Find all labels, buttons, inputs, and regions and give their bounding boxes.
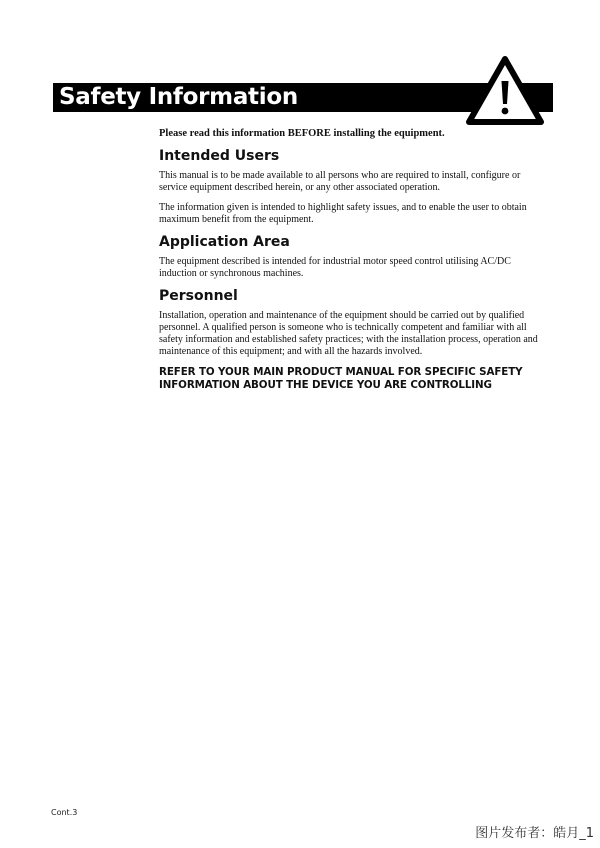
paragraph: Installation, operation and maintenance of the equipment should be carried out by qualified personnel. A qualified person is someone who is technically competent and familiar with all safety information and established safety practices; with the installation process, operation and maintenance of this equipment; and with all the hazards involved.	[159, 310, 538, 357]
section-application-area	[159, 234, 549, 280]
section-heading: Intended Users	[159, 148, 280, 164]
intro-text: Please read this information BEFORE installing the equipment.	[159, 128, 445, 139]
section-intended-users	[159, 148, 549, 226]
page-label: Cont.3	[51, 808, 78, 817]
warning-triangle-icon	[465, 55, 545, 127]
content-body	[159, 127, 549, 391]
section-heading: Application Area	[159, 234, 290, 250]
watermark: 图片发布者：皓月_1	[475, 826, 594, 841]
refer-notice: REFER TO YOUR MAIN PRODUCT MANUAL FOR SPECIFIC SAFETY INFORMATION ABOUT THE DEVICE YOU ARE CONTROLLING	[159, 366, 523, 391]
paragraph: The equipment described is intended for industrial motor speed control utilising AC/DC induction or synchronous machines.	[159, 256, 511, 279]
section-personnel	[159, 288, 549, 358]
page-title: Safety Information	[59, 84, 298, 110]
paragraph: The information given is intended to highlight safety issues, and to enable the user to obtain maximum benefit from the equipment.	[159, 202, 527, 225]
paragraph: This manual is to be made available to all persons who are required to install, configure or service equipment described herein, or any other associated operation.	[159, 170, 521, 193]
section-heading: Personnel	[159, 288, 238, 304]
